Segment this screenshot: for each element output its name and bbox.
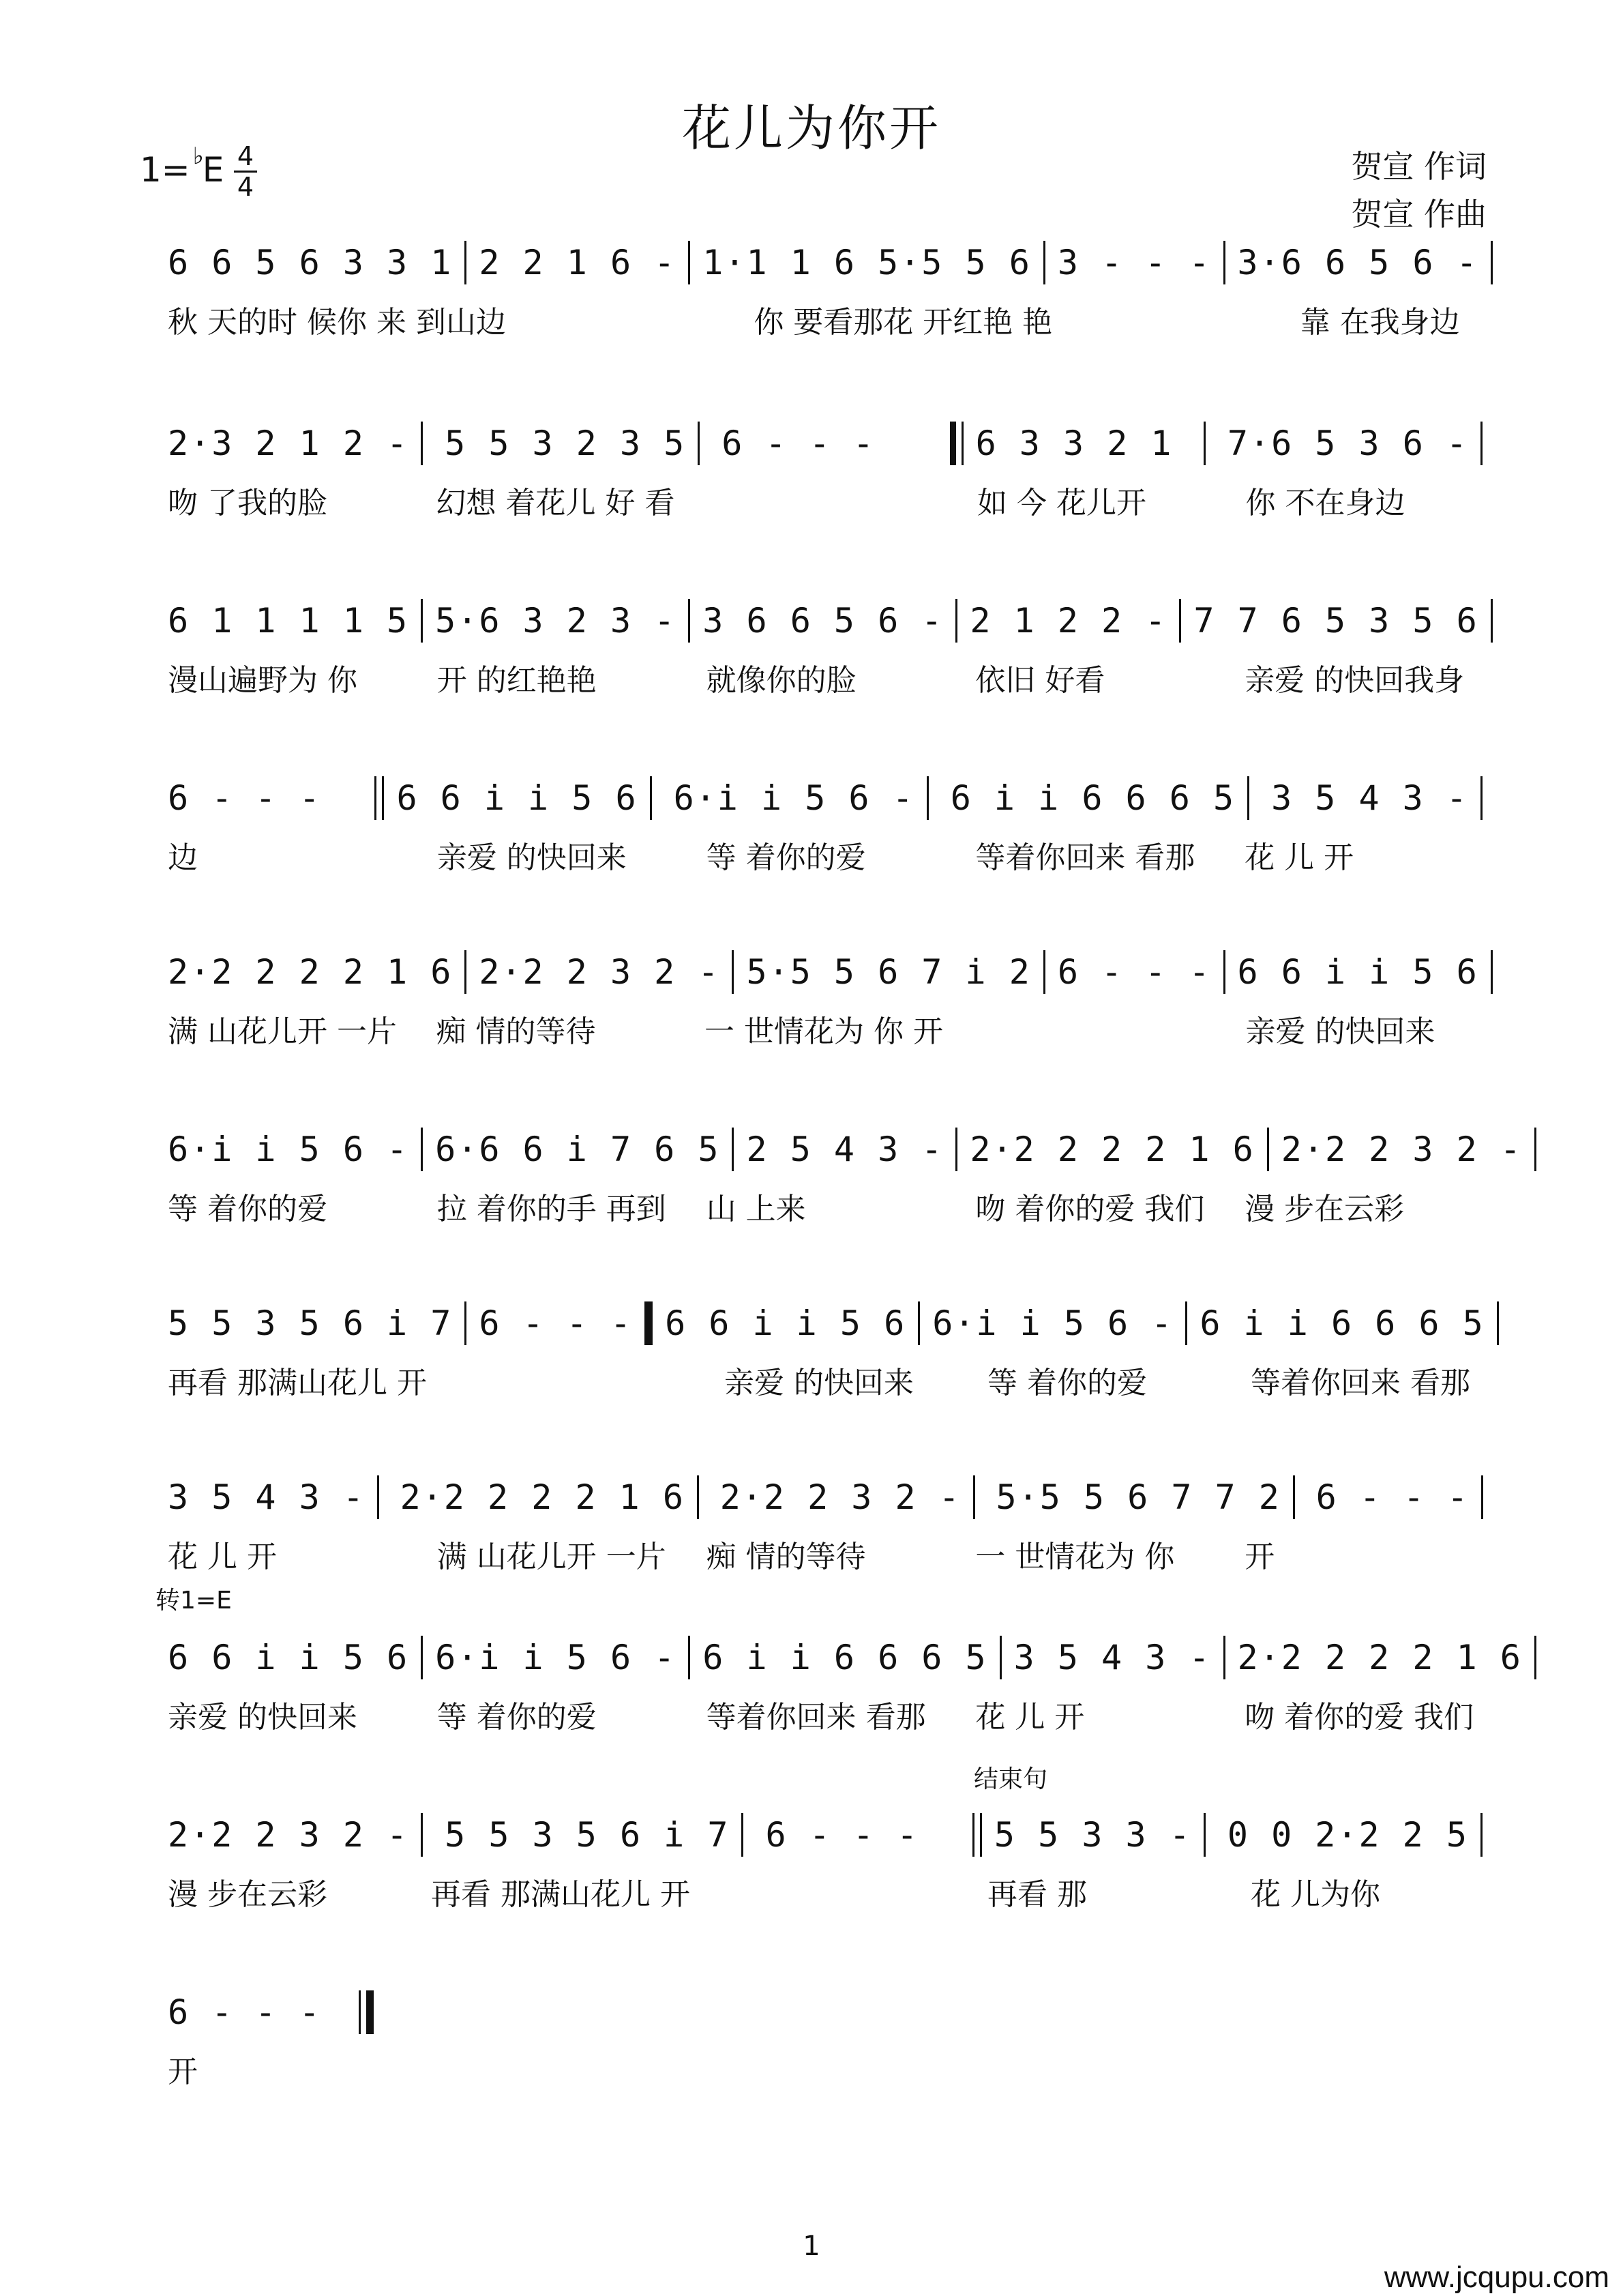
barline	[1480, 776, 1492, 820]
barline	[741, 1813, 753, 1857]
measure: 6 i i 6 6 6 5	[1200, 1304, 1485, 1343]
lyrics-line	[155, 1359, 1492, 1400]
lyric-text: 花 儿为你	[1250, 1877, 1380, 1912]
measure: 5 5 3 5 6 i 7	[168, 1304, 453, 1343]
lyric-text: 等着你回来 看那	[1250, 1366, 1470, 1400]
barline	[1204, 1813, 1215, 1857]
lyrics-line	[155, 480, 1492, 520]
measure: 2·2 2 3 2 -	[479, 952, 720, 992]
lyric-text: 就像你的脸	[706, 663, 857, 698]
barline	[1480, 1813, 1492, 1857]
lyric-text: 秋 天的时 候你 来 到山边	[168, 305, 506, 340]
measure: 6 - - -	[168, 778, 321, 818]
composer-credit: 贺宣 作曲	[1351, 196, 1487, 233]
lyric-text: 边	[168, 840, 198, 875]
lyrics-line	[155, 1186, 1492, 1226]
time-top: 4	[237, 141, 254, 171]
measure: 2·2 2 3 2 -	[168, 1815, 409, 1855]
measure: 6 - - -	[168, 1992, 321, 2032]
score-row	[155, 597, 1492, 698]
barline	[1491, 599, 1493, 643]
barline	[1534, 1128, 1536, 1171]
measure: 6 - - -	[721, 424, 875, 463]
lyrics-line	[155, 2048, 374, 2089]
lyric-text: 痴 情的等待	[436, 1014, 596, 1049]
lyric-text: 吻 着你的爱 我们	[1245, 1700, 1474, 1735]
measure: 3 - - -	[1057, 243, 1211, 282]
lyric-text: 再看 那	[987, 1877, 1087, 1912]
measure: 6·6 6 i 7 6 5	[435, 1130, 720, 1169]
lyrics-line	[155, 657, 1492, 698]
measure: 6·i i 5 6 -	[932, 1304, 1174, 1343]
lyric-text: 山 上来	[706, 1192, 806, 1226]
lyric-text: 依旧 好看	[975, 663, 1105, 698]
lyric-text: 开	[1245, 1540, 1275, 1574]
lyric-text: 满 山花儿开 一片	[168, 1014, 397, 1049]
barline	[927, 776, 938, 820]
measure: 2·2 2 2 2 1 6	[970, 1130, 1255, 1169]
barline	[421, 422, 432, 465]
barline	[1247, 776, 1259, 820]
ending-label: 结束句	[974, 1765, 1048, 1793]
lyric-text: 花 儿 开	[975, 1700, 1085, 1735]
page-number: 1	[803, 2231, 820, 2262]
measure: 6 - - -	[1315, 1477, 1470, 1517]
measure: 6 - - -	[765, 1815, 919, 1855]
barline	[972, 1813, 982, 1857]
flat-sign: ♭	[192, 143, 204, 170]
score-row	[155, 420, 1492, 520]
lyric-text: 吻 着你的爱 我们	[975, 1192, 1205, 1226]
lyric-text: 等 着你的爱	[987, 1366, 1147, 1400]
measure: 1·1 1 6 5·5 5 6	[702, 243, 1031, 282]
measure: 6 i i 6 6 6 5	[950, 778, 1236, 818]
measure: 7 7 6 5 3 5 6	[1193, 601, 1478, 641]
measure: 5·5 5 6 7 i 2	[746, 952, 1031, 992]
lyric-text: 再看 那满山花儿 开	[431, 1877, 690, 1912]
notes-line	[155, 239, 1492, 286]
lyric-text: 你 不在身边	[1245, 486, 1405, 520]
measure: 6 3 3 2 1	[975, 424, 1173, 463]
score-row	[155, 948, 1492, 1049]
lyrics-line	[155, 299, 1492, 340]
lyric-text: 你 要看那花 开红艳 艳	[754, 305, 1053, 340]
lyric-text: 等 着你的爱	[706, 840, 866, 875]
score-row	[155, 1473, 1492, 1574]
lyric-text: 吻 了我的脸	[168, 486, 327, 520]
measure: 2 5 4 3 -	[746, 1130, 944, 1169]
lyric-text: 亲爱 的快回来	[1245, 1014, 1435, 1049]
notes-line	[155, 1634, 1522, 1681]
barline	[698, 422, 709, 465]
barline	[644, 1301, 653, 1345]
barline	[421, 1813, 432, 1857]
lyrics-line	[155, 1871, 1492, 1912]
measure: 3 5 4 3 -	[1271, 778, 1468, 818]
measure: 6·i i 5 6 -	[435, 1638, 676, 1677]
notes-line	[155, 1988, 374, 2036]
lyric-text: 亲爱 的快回来	[436, 840, 627, 875]
score-row	[155, 1125, 1522, 1226]
measure: 6 6 i i 5 6	[665, 1304, 906, 1343]
measure: 5 5 3 5 6 i 7	[445, 1815, 730, 1855]
measure: 6 6 i i 5 6	[168, 1638, 409, 1677]
website-watermark: www.jcqupu.com	[1384, 2261, 1609, 2294]
barline	[1481, 1475, 1492, 1519]
measure: 2·2 2 2 2 1 6	[1237, 1638, 1522, 1677]
notes-line	[155, 420, 1492, 467]
measure: 5 5 3 3 -	[994, 1815, 1191, 1855]
barline	[950, 422, 964, 465]
lyric-text: 再看 那满山花儿 开	[168, 1366, 427, 1400]
measure: 3 5 4 3 -	[168, 1477, 365, 1517]
lyric-text: 等着你回来 看那	[975, 840, 1195, 875]
score-row	[155, 1299, 1492, 1400]
lyric-text: 等 着你的爱	[436, 1700, 597, 1735]
time-signature	[232, 143, 259, 200]
lyric-text: 一 世情花为 你	[975, 1540, 1175, 1574]
measure: 7·6 5 3 6 -	[1227, 424, 1469, 463]
measure: 2·2 2 3 2 -	[1281, 1130, 1522, 1169]
barline	[374, 776, 384, 820]
notes-line	[155, 1125, 1522, 1173]
notes-line	[155, 1299, 1492, 1347]
measure: 6 6 5 6 3 3 1	[168, 243, 453, 282]
barline	[1491, 950, 1493, 994]
song-title: 花儿为你开	[681, 100, 941, 157]
measure: 0 0 2·2 2 5	[1227, 1815, 1468, 1855]
barline	[1480, 422, 1492, 465]
lyric-text: 满 山花儿开 一片	[436, 1540, 666, 1574]
time-bottom: 4	[237, 172, 254, 202]
lyric-text: 等着你回来 看那	[706, 1700, 926, 1735]
measure: 2·3 2 1 2 -	[168, 424, 409, 463]
lyric-text: 亲爱 的快回来	[168, 1700, 357, 1735]
lyric-text: 亲爱 的快回我身	[1245, 663, 1465, 698]
lyric-text: 开	[168, 2055, 198, 2089]
notes-line	[155, 774, 1492, 822]
measure: 5 5 3 2 3 5	[445, 424, 686, 463]
lyric-text: 一 世情花为 你 开	[704, 1014, 943, 1049]
lyrics-line	[155, 834, 1492, 875]
barline	[359, 1990, 374, 2034]
barline	[377, 1475, 388, 1519]
measure: 5·6 3 2 3 -	[435, 601, 676, 641]
measure: 2·2 2 3 2 -	[719, 1477, 961, 1517]
lyric-text: 幻想 着花儿 好 看	[436, 486, 675, 520]
lyric-text: 等 着你的爱	[168, 1192, 327, 1226]
barline	[1204, 422, 1215, 465]
modulation-label: 转1=E	[155, 1587, 232, 1615]
lyrics-line	[155, 1008, 1492, 1049]
lyricist-credit: 贺宣 作词	[1351, 148, 1487, 185]
barline	[1491, 241, 1493, 284]
barline	[973, 1475, 984, 1519]
lyric-text: 如 今 花儿开	[977, 486, 1146, 520]
measure: 6·i i 5 6 -	[168, 1130, 409, 1169]
measure: 3 6 6 5 6 -	[702, 601, 944, 641]
measure: 3 5 4 3 -	[1013, 1638, 1211, 1677]
score-row	[155, 774, 1492, 875]
key-signature	[140, 143, 224, 190]
lyric-text: 漫山遍野为 你	[168, 663, 357, 698]
lyric-text: 拉 着你的手 再到	[436, 1192, 666, 1226]
barline	[1293, 1475, 1304, 1519]
lyrics-line	[155, 1694, 1492, 1735]
measure: 2·2 2 2 2 1 6	[400, 1477, 685, 1517]
lyric-text: 漫 步在云彩	[1245, 1192, 1405, 1226]
barline	[1497, 1301, 1499, 1345]
barline	[650, 776, 661, 820]
lyric-text: 靠 在我身边	[1300, 305, 1460, 340]
lyric-text: 花 儿 开	[1245, 840, 1354, 875]
notes-line	[155, 1473, 1492, 1521]
measure: 2 2 1 6 -	[479, 243, 676, 282]
lyric-text: 漫 步在云彩	[168, 1877, 327, 1912]
lyric-text: 痴 情的等待	[706, 1540, 866, 1574]
measure: 6 - - -	[1057, 952, 1211, 992]
score-row	[155, 1634, 1522, 1735]
measure: 3·6 6 5 6 -	[1237, 243, 1478, 282]
lyrics-line	[155, 1533, 1492, 1574]
lyric-text: 亲爱 的快回来	[724, 1366, 914, 1400]
score-row	[155, 239, 1492, 340]
measure: 6 i i 6 6 6 5	[702, 1638, 987, 1677]
lyric-text: 花 儿 开	[168, 1540, 277, 1574]
measure: 6 6 i i 5 6	[1237, 952, 1478, 992]
measure: 6 1 1 1 1 5	[168, 601, 409, 641]
score-row	[155, 1811, 1492, 1912]
measure: 2·2 2 2 2 1 6	[168, 952, 453, 992]
key-letter: E	[202, 150, 224, 190]
key-prefix: 1=	[140, 150, 190, 190]
measure: 5·5 5 6 7 7 2	[996, 1477, 1281, 1517]
measure: 6 6 i i 5 6	[396, 778, 638, 818]
measure: 6·i i 5 6 -	[673, 778, 914, 818]
barline	[1534, 1636, 1536, 1679]
notes-line	[155, 1811, 1492, 1859]
score-row	[155, 1988, 374, 2089]
notes-line	[155, 948, 1492, 996]
barline	[697, 1475, 708, 1519]
lyric-text: 开 的红艳艳	[436, 663, 597, 698]
measure: 2 1 2 2 -	[970, 601, 1167, 641]
measure: 6 - - -	[479, 1304, 633, 1343]
notes-line	[155, 597, 1492, 645]
